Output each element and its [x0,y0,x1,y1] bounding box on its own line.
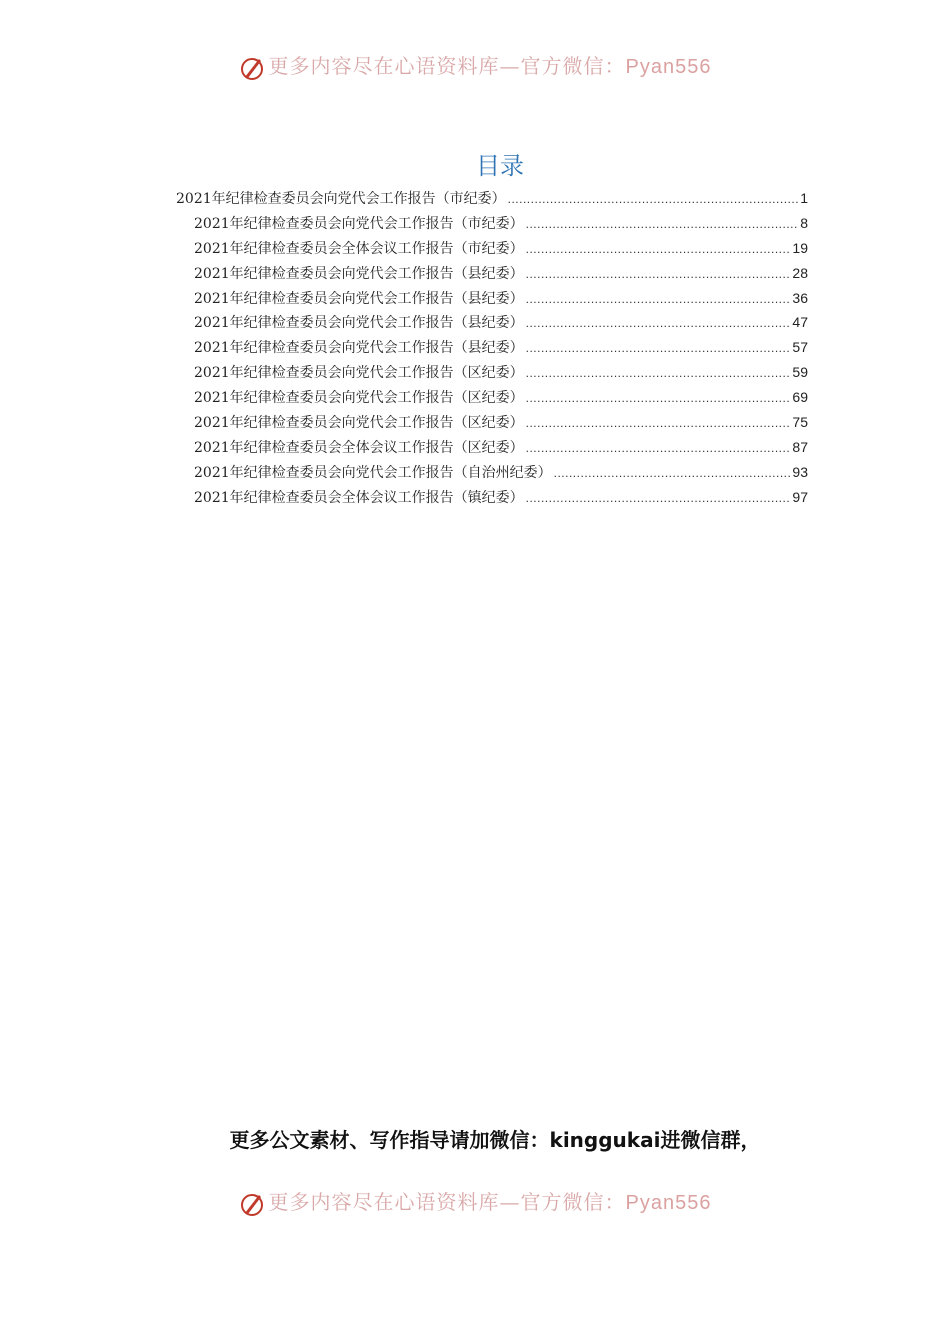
toc-leader [526,316,791,330]
toc-entry-label: 2021年纪律检查委员会向党代会工作报告（区纪委） [194,390,524,407]
toc-leader [526,341,791,355]
toc-entry-page: 97 [792,488,808,505]
toc-leader [526,217,799,231]
toc-leader [526,242,791,256]
toc-leader [554,466,791,480]
toc-entry-page: 1 [800,190,808,206]
toc-leader [526,292,791,306]
toc-leader [526,391,791,405]
toc-entry-label: 2021年纪律检查委员会向党代会工作报告（区纪委） [194,365,524,382]
toc-leader [526,267,791,281]
toc-entry-label: 2021年纪律检查委员会全体会议工作报告（区纪委） [194,439,524,456]
toc-entry-label: 2021年纪律检查委员会向党代会工作报告（县纪委） [194,290,524,307]
toc-entry[interactable] [176,362,808,387]
watermark-text: 更多内容尽在心语资料库—官方微信： [268,1190,626,1214]
toc-entry[interactable] [176,288,808,313]
toc-entry-label: 2021年纪律检查委员会向党代会工作报告（县纪委） [194,315,524,332]
toc-entry-page: 87 [792,438,808,455]
toc-entry[interactable] [176,412,808,437]
table-of-contents [176,188,808,512]
toc-entry[interactable] [176,462,808,487]
toc-entry-page: 59 [792,364,808,381]
toc-entry[interactable] [176,487,808,512]
toc-entry[interactable] [176,238,808,263]
watermark-text: 更多内容尽在心语资料库—官方微信： [268,56,626,78]
toc-entry[interactable] [176,387,808,412]
toc-entry-label: 2021年纪律检查委员会向党代会工作报告（市纪委） [176,191,506,207]
watermark-id: Pyan556 [625,1192,712,1214]
toc-entry[interactable] [176,263,808,288]
toc-leader [526,441,791,455]
toc-entry-page: 69 [792,389,808,406]
toc-entry-label: 2021年纪律检查委员会向党代会工作报告（县纪委） [194,265,524,282]
toc-entry-page: 93 [792,463,808,480]
toc-entry-page: 47 [792,314,808,331]
toc-entry-page: 8 [800,214,808,231]
toc-leader [526,416,791,430]
promo-text: 更多公文素材、写作指导请加微信：kinggukai进微信群， [229,1128,761,1152]
toc-leader [508,192,799,206]
toc-entry-page: 19 [792,239,808,256]
toc-entry[interactable] [176,213,808,238]
watermark-footer [0,1186,950,1217]
toc-entry-label: 2021年纪律检查委员会向党代会工作报告（自治州纪委） [194,464,552,481]
quill-logo-icon [239,1191,265,1217]
toc-entry-label: 2021年纪律检查委员会全体会议工作报告（镇纪委） [194,489,524,506]
toc-entry-page: 57 [792,339,808,356]
toc-entry-page: 75 [792,414,808,431]
watermark-id: Pyan556 [625,56,712,78]
toc-entry-label: 2021年纪律检查委员会向党代会工作报告（市纪委） [194,215,524,232]
toc-entry[interactable] [176,337,808,362]
toc-entry-label: 2021年纪律检查委员会向党代会工作报告（区纪委） [194,415,524,432]
toc-leader [526,366,791,380]
toc-title: 目录 [476,152,524,180]
toc-entry[interactable] [176,312,808,337]
toc-entry[interactable] [176,437,808,462]
toc-entry-page: 28 [792,264,808,281]
toc-leader [526,491,791,505]
toc-entry[interactable] [176,188,808,213]
quill-logo-icon [239,56,265,81]
watermark-header [0,56,950,84]
toc-entry-label: 2021年纪律检查委员会全体会议工作报告（市纪委） [194,240,524,257]
toc-entry-page: 36 [792,289,808,306]
toc-entry-label: 2021年纪律检查委员会向党代会工作报告（县纪委） [194,340,524,357]
